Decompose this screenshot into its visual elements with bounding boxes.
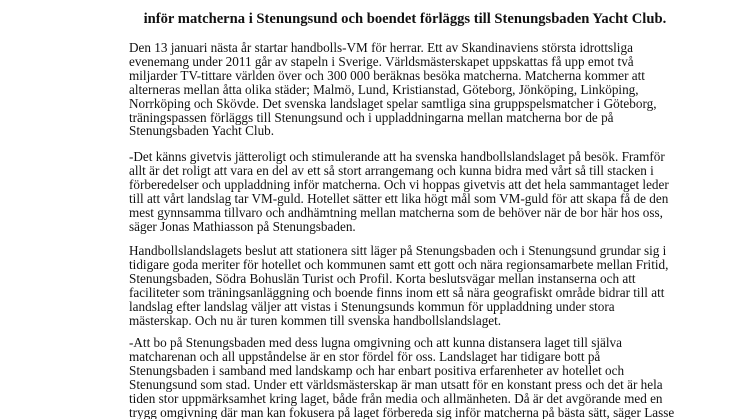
text-line: Den 13 januari nästa år startar handbolls-VM för herrar. Ett av Skandinaviens största idrottsliga — [129, 40, 633, 55]
text-line: Stenungsbaden, Södra Bohuslän Turist och Profil. Korta beslutsvägar mellan instanserna och att — [129, 270, 636, 286]
text-line: Stenungsund som stad. Under ett världsmästerskap är man utsatt för en konstant press och det är hela — [129, 376, 663, 392]
text-line: mest gynnsamma tillvaro och andhämtning mellan matcherna som de behöver när de bor här hos oss, — [129, 204, 663, 220]
text-line: -Att bo på Stenungsbaden med dess lugna omgivning och att kunna distansera laget till själva — [129, 335, 622, 350]
text-line: alterneras mellan åtta olika städer; Malmö, Lund, Kristianstad, Göteborg, Jönköping, Linköping, — [129, 81, 639, 97]
text-line: förberedelser och uppladdning inför matcherna. Och vi hoppas givetvis att det hela sammantaget leder — [129, 176, 669, 192]
text-line: Handbollslandslagets beslut att stationera sitt läger på Stenungsbaden och i Stenungsund grundar sig i — [129, 243, 667, 258]
text-line: miljarder TV-tittare världen över och 300 000 beräknas besöka matcherna. Matcherna kommer att — [129, 67, 645, 83]
text-line: tiden stor uppmärksamhet kring laget, både från media och allmänheten. Då är det avgörande med en — [129, 390, 663, 406]
paragraph-quote-mathiasson — [129, 150, 729, 233]
paragraph-decision — [129, 244, 729, 327]
text-line: matcharenan och all uppståndelse är en stor fördel för oss. Landslaget har tidigare bott på — [129, 348, 601, 364]
text-line: säger Jonas Mathiasson på Stenungsbaden. — [129, 218, 356, 234]
text-line: landslag efter landslag väljer att vistas i Stenungsunds kommun för uppladdning under stora — [129, 298, 615, 314]
paragraph-intro — [129, 41, 729, 138]
text-line: tidigare goda meriter för hotellet och kommunen samt ett gott och nära regionsamarbete mellan Fritid, — [129, 256, 669, 272]
text-line: mästerskap. Och nu är turen kommen till svenska handbollslandslaget. — [129, 312, 502, 328]
heading-line: inför matcherna i Stenungsund och boendet förläggs till Stenungsbaden Yacht Club. — [143, 11, 667, 27]
text-line: faciliteter som träningsanläggning och boende finns inom ett så nära geografiskt område bidrar till att — [129, 284, 665, 300]
text-line: Stenungsbaden Yacht Club. — [129, 123, 275, 139]
text-line: -Det känns givetvis jätteroligt och stimulerande att ha svenska handbollslandslaget på besök. Framför — [129, 149, 665, 164]
text-line: Stenungsbaden i samband med landskamp och har enbart positiva erfarenheter av hotellet och — [129, 362, 625, 378]
text-line: trygg omgivning där man kan fokusera på laget förbereda sig inför matcherna på bästa sätt, säger Lasse — [129, 404, 675, 419]
text-line: allt är det roligt att vara en del av ett så stort arrangemang och kunna bidra med vårt så till stacken i — [129, 162, 654, 178]
text-line: träningspassen förläggs till Stenungsund och i uppladdningarna mellan matcherna bor de på — [129, 109, 614, 125]
text-line: evenemang under 2011 går av stapeln i Sverige. Världsmästerskapet uppskattas få upp emot två — [129, 53, 634, 69]
text-line: till att vårt landslag tar VM-guld. Hotellet sätter ett lika högt mål som VM-guld för att skapa få de den — [129, 190, 669, 206]
paragraph-quote-coach — [129, 336, 729, 419]
text-line: Norrköping och Skövde. Det svenska landslaget spelar samtliga sina gruppspelsmatcher i Göteborg, — [129, 95, 657, 111]
